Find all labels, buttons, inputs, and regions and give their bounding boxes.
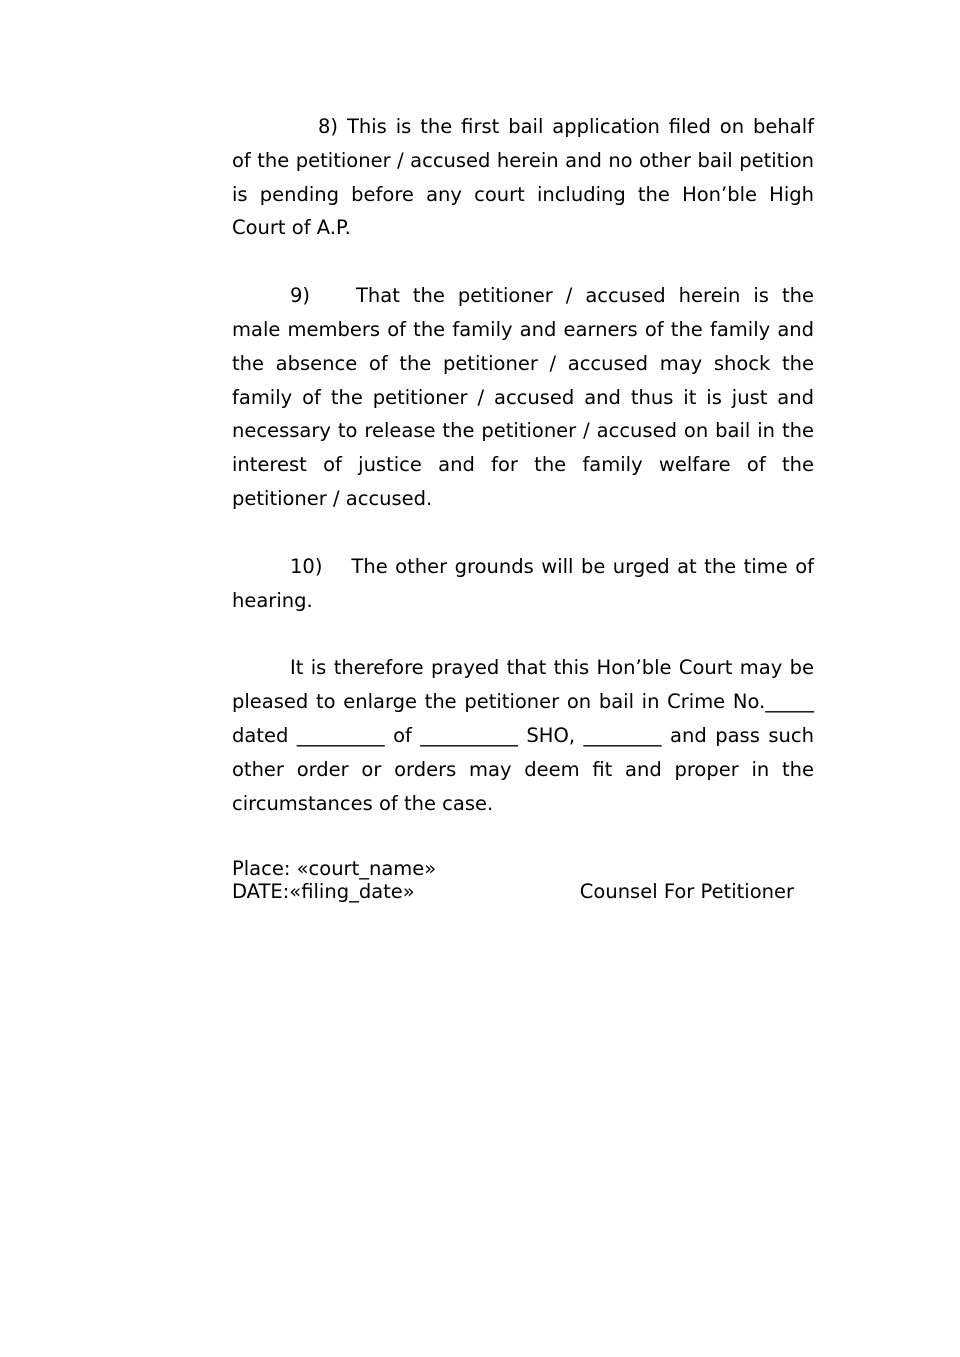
paragraph-9-number: 9) [290, 284, 311, 308]
paragraph-8-number: 8) [318, 115, 339, 138]
paragraph-10-number: 10) [290, 554, 323, 578]
document-footer [232, 857, 814, 903]
document-page [232, 110, 814, 903]
paragraph-8 [232, 110, 814, 245]
paragraph-9 [232, 279, 814, 516]
place-line: Place: «court_name» [232, 857, 437, 881]
paragraph-9-text: That the petitioner / accused herein is the male members of the family and earners of the family and the absence of the petitioner / accused may shock the family of the petitioner / accused and thus it is just and necessary to release the petitioner / accused on bail in the interest of justice and for the family welfare of the petitioner / accused. [232, 284, 814, 510]
paragraph-10-text: The other grounds will be urged at the time of hearing. [232, 554, 814, 612]
prayer-paragraph: It is therefore prayed that this Hon’ble Court may be pleased to enlarge the petitioner on bail in Crime No._____ dated _________ of __________ SHO, ________ and pass such other order or orders may deem fit and proper in the circumstances of the case. [232, 656, 814, 815]
counsel-signature: Counsel For Petitioner [579, 880, 794, 904]
paragraph-8-text: This is the first bail application filed on behalf of the petitioner / accused herein and no other bail petition is pending before any court including the Hon’ble High Court of A.P. [232, 115, 814, 240]
date-line: DATE:«filing_date» [232, 880, 415, 904]
paragraph-10 [232, 550, 814, 618]
